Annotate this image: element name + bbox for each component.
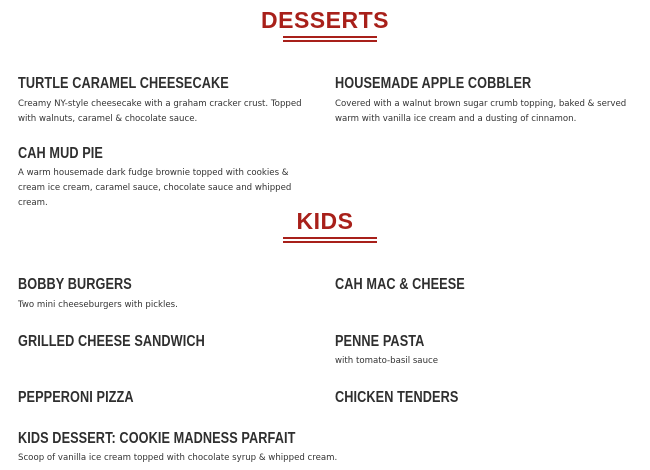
desserts-heading: DESSERTS	[261, 7, 389, 33]
menu-item-description: Covered with a walnut brown sugar crumb topping, baked & served warm with vanilla ice cream and a dusting of cinnamon.	[335, 99, 627, 124]
menu-item-name: KIDS DESSERT: COOKIE MADNESS PARFAIT	[18, 430, 296, 447]
desserts-divider-bottom	[283, 40, 377, 42]
desserts-divider-top	[283, 36, 377, 38]
kids-heading: KIDS	[296, 208, 354, 234]
menu-item-description: with tomato-basil sauce	[335, 356, 439, 366]
menu-item-description: Two mini cheeseburgers with pickles.	[18, 300, 178, 310]
menu-item-description: Creamy NY-style cheesecake with a graham cracker crust. Topped with walnuts, caramel & chocolate sauce.	[18, 99, 302, 124]
kids-divider-top	[283, 237, 377, 239]
menu-item-name: BOBBY BURGERS	[18, 276, 132, 293]
menu-item-name: PENNE PASTA	[335, 333, 425, 350]
menu-item-description: A warm housemade dark fudge brownie topped with cookies & cream ice cream, caramel sauce, chocolate sauce and whipped cream.	[18, 168, 292, 208]
menu-item-name: HOUSEMADE APPLE COBBLER	[335, 75, 532, 92]
menu-item-name: TURTLE CARAMEL CHEESECAKE	[18, 75, 229, 92]
menu-item-name: CAH MUD PIE	[18, 145, 103, 162]
menu-item-name: PEPPERONI PIZZA	[18, 389, 134, 406]
kids-divider-bottom	[283, 241, 377, 243]
menu-item-name: CHICKEN TENDERS	[335, 389, 459, 406]
menu-item-name: GRILLED CHEESE SANDWICH	[18, 333, 205, 350]
menu-item-name: CAH MAC & CHEESE	[335, 276, 465, 293]
menu-item-description: Scoop of vanilla ice cream topped with chocolate syrup & whipped cream.	[18, 453, 338, 463]
